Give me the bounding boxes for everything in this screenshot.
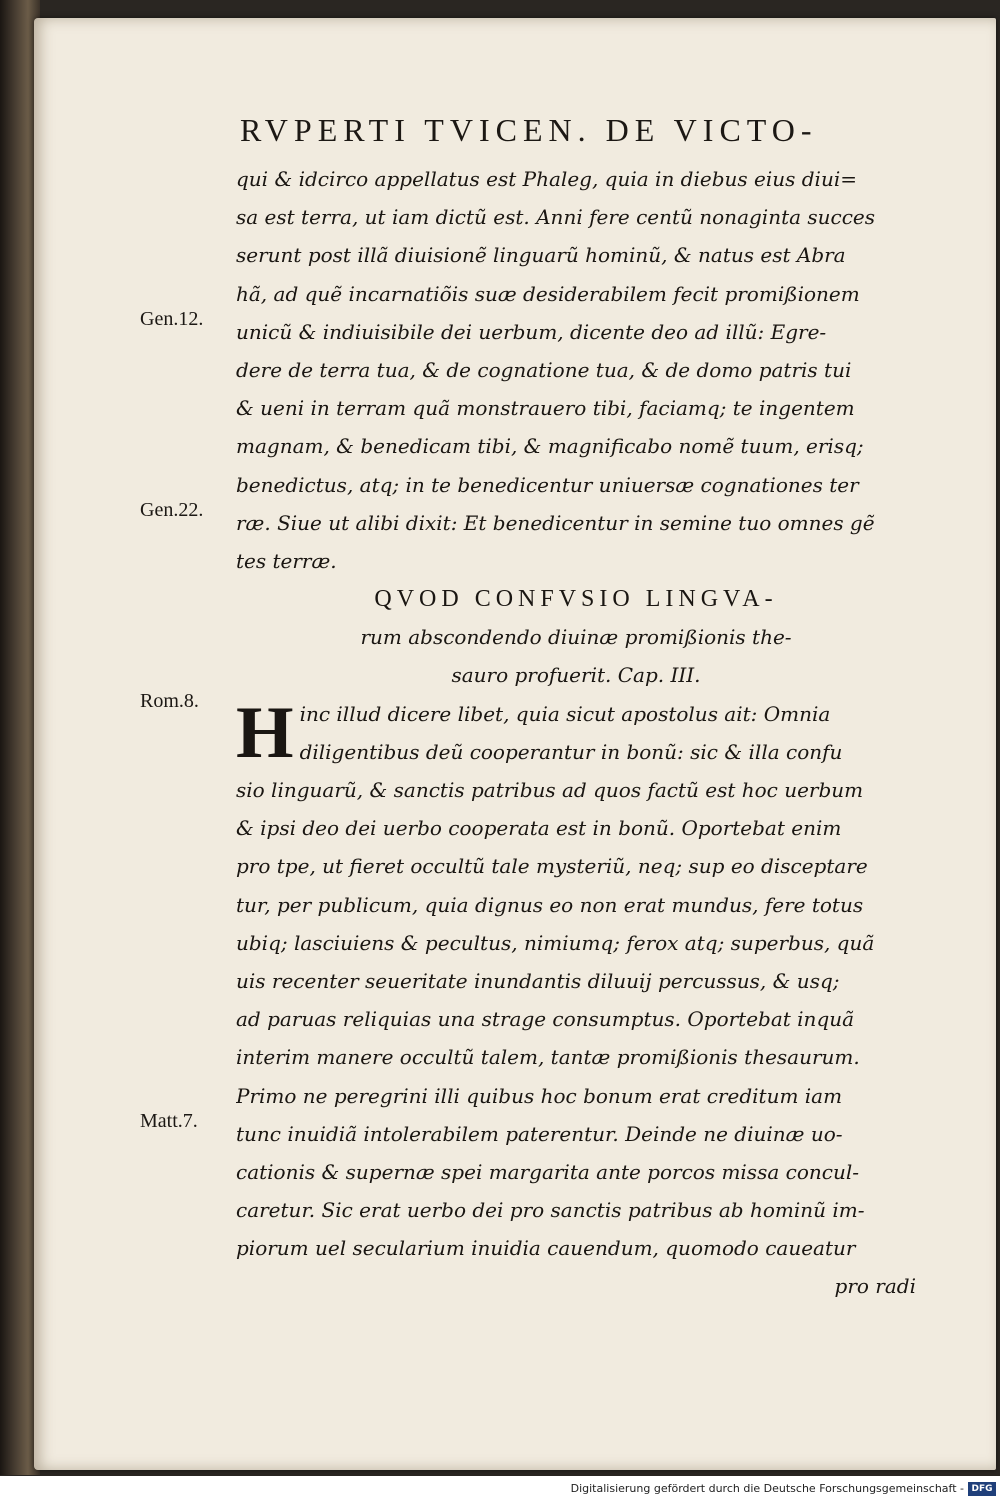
text-line: pro tpe, ut fieret occultũ tale mysteriũ, neq; sup eo disceptare (236, 854, 868, 879)
text-line: ræ. Siue ut alibi dixit: Et benedicentur in semine tuo omnes gẽ (236, 510, 875, 535)
catchword: pro radi (834, 1274, 916, 1299)
text-line: caretur. Sic erat uerbo dei pro sanctis patribus ab hominũ im- (236, 1198, 865, 1223)
text-line: sio linguarũ, & sanctis patribus ad quos factũ est hoc uerbum (236, 778, 864, 802)
marginal-note: Gen.22. (140, 499, 204, 521)
text-line: ad paruas reliquias una strage consumptus. Oportebat inquã (236, 1007, 855, 1032)
text-line: tur, per publicum, quia dignus eo non erat mundus, fere totus (236, 892, 864, 917)
text-line: sa est terra, ut iam dictũ est. Anni fere centũ nonaginta succes (236, 205, 876, 230)
text-line: uis recenter seueritate inundantis diluuij percussus, & usq; (236, 968, 840, 993)
text-line: diligentibus deũ cooperantur in bonũ: sic & illa confu (299, 739, 843, 764)
text-line: Primo ne peregrini illi quibus hoc bonum erat creditum iam (236, 1083, 843, 1108)
text-line: dere de terra tua, & de cognatione tua, & de domo patris tui (236, 357, 852, 382)
marginal-note: Gen.12. (140, 308, 204, 330)
text-line: tes terræ. (236, 548, 337, 573)
text-line: serunt post illã diuisionẽ linguarũ hominũ, & natus est Abra (236, 243, 846, 268)
marginal-note: Rom.8. (140, 690, 199, 712)
chapter-heading-line: rum abscondendo diuinæ promißionis the- (360, 625, 792, 650)
text-line: piorum uel secularium inuidia cauendum, quomodo caueatur (236, 1236, 856, 1261)
chapter-heading: QVOD CONFVSIO LINGVA- (374, 586, 778, 613)
funding-credit: Digitalisierung gefördert durch die Deutsche Forschungsgemeinschaft - (570, 1482, 964, 1495)
chapter-heading-line: sauro profuerit. Cap. III. (451, 663, 701, 688)
text-line: interim manere occultũ talem, tantæ promißionis thesaurum. (236, 1045, 860, 1070)
text-line: & ipsi deo dei uerbo cooperata est in bonũ. Oportebat enim (236, 816, 842, 841)
text-line: cationis & supernæ spei margarita ante porcos missa concul- (236, 1159, 859, 1184)
text-line: tunc inuidiã intolerabilem paterentur. Deinde ne diuinæ uo- (236, 1121, 843, 1146)
main-text (236, 160, 916, 1306)
text-line: magnam, & benedicam tibi, & magnificabo nomẽ tuum, erisq; (236, 434, 864, 459)
drop-cap: H (236, 691, 294, 774)
running-head: RVPERTI TVICEN. DE VICTO- (240, 112, 818, 148)
digitization-footer (0, 1476, 1000, 1501)
text-line: hã, ad quẽ incarnatiõis suæ desiderabilem fecit promißionem (236, 281, 860, 306)
text-line: inc illud dicere libet, quia sicut apostolus ait: Omnia (299, 701, 831, 726)
dfg-logo: DFG (968, 1482, 996, 1496)
text-line: unicũ & indiuisibile dei uerbum, dicente deo ad illũ: Egre- (236, 319, 827, 344)
marginal-note: Matt.7. (140, 1110, 198, 1132)
text-line: ubiq; lasciuiens & pecultus, nimiumq; ferox atq; superbus, quã (236, 930, 875, 955)
text-line: & ueni in terram quã monstrauero tibi, faciamq; te ingentem (236, 396, 855, 421)
text-line: qui & idcirco appellatus est Phaleg, quia in diebus eius diui= (236, 167, 857, 191)
text-line: benedictus, atq; in te benedicentur uniuersæ cognationes ter (236, 472, 859, 497)
